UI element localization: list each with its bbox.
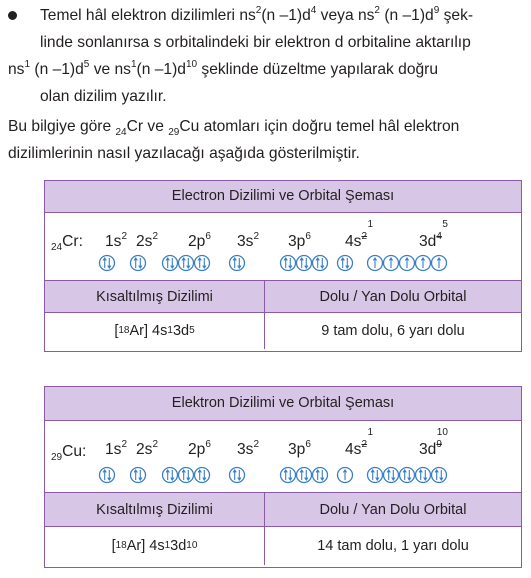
subshell-2s: $2s^2$ — [136, 231, 159, 250]
paired-orbital-icon — [416, 468, 431, 483]
paired-orbital-icon — [179, 256, 194, 271]
paired-orbital-icon — [195, 468, 210, 483]
intro-paragraph — [8, 113, 528, 167]
subshell-3p: $3p^6$ — [288, 439, 311, 458]
intro-line-2: dizilimlerinin nasıl yazılacağı aşağıda gösterilmiştir. — [8, 145, 360, 162]
corrected-count: 5 — [442, 219, 448, 230]
table-header: Elektron Dizilimi ve Orbital Şeması — [45, 387, 521, 421]
subshell-1s: $1s^2$ — [105, 439, 128, 458]
paired-orbital-icon — [368, 468, 383, 483]
paired-orbital-icon — [281, 256, 296, 271]
paired-orbital-icon — [432, 468, 447, 483]
orbital-diagram — [45, 213, 520, 281]
paired-orbital-icon — [297, 468, 312, 483]
short-config: [ 18 Ar] 4s 1 3d 5 — [45, 313, 265, 349]
column-headers — [45, 493, 521, 527]
paired-orbital-icon — [230, 256, 245, 271]
corrected-count: 1 — [367, 219, 374, 230]
subshell-3d: $3d^4$ 5 — [419, 219, 448, 250]
subshell-2p: $2p^6$ — [188, 439, 211, 458]
bullet-line-1: Temel hâl elektron dizilimleri $ns^2(n$ $-1)d^4$ veya $ns^2$ (n $-1)d^9$ şek- — [40, 5, 474, 24]
corrected-count: 1 — [367, 427, 374, 438]
paired-orbital-icon — [131, 468, 146, 483]
paired-orbital-icon — [281, 468, 296, 483]
paired-orbital-icon — [195, 256, 210, 271]
short-config-header: Kısaltılmış Dizilimi — [45, 493, 265, 526]
summary-row — [45, 313, 521, 349]
bullet-line-3: $ns^1$ (n $-1)d^5$ ve $ns^1(n$ $-1)d^{10}$ şeklinde düzeltme yapılarak doğru — [8, 59, 439, 78]
corrected-count: 10 — [436, 427, 448, 438]
summary-row — [45, 527, 521, 565]
orbital-status: 9 tam dolu, 6 yarı dolu — [321, 323, 465, 339]
subshell-1s: $1s^2$ — [105, 231, 128, 250]
paired-orbital-icon — [179, 468, 194, 483]
copper-table — [44, 386, 522, 568]
atom-label: $_{24}$Cr: — [51, 233, 83, 253]
subshell-3p: $3p^6$ — [288, 231, 311, 250]
subshell-3s: $3s^2$ — [237, 231, 260, 250]
subshell-4s: $4s^2$ 1 — [345, 219, 374, 250]
subshell-2p: $2p^6$ — [188, 231, 211, 250]
subshell-4s: $4s^2$ 1 — [345, 427, 374, 458]
orbital-status: 14 tam dolu, 1 yarı dolu — [317, 538, 469, 554]
paired-orbital-icon — [313, 256, 328, 271]
paired-orbital-icon — [100, 468, 115, 483]
configuration-row — [45, 213, 521, 281]
short-config-header: Kısaltılmış Dizilimi — [45, 281, 265, 312]
paired-orbital-icon — [338, 256, 353, 271]
orbital-diagram — [45, 421, 520, 493]
intro-line-1: Bu bilgiye göre $_{24}$Cr ve $_{29}$Cu atomları için doğru temel hâl elektron — [8, 118, 460, 138]
subshell-3d: $3d^9$ 10 — [419, 427, 448, 458]
atom-label: $_{29}$Cu: — [51, 443, 87, 463]
paired-orbital-icon — [400, 468, 415, 483]
subshell-3s: $3s^2$ — [237, 439, 260, 458]
paired-orbital-icon — [230, 468, 245, 483]
bullet-line-2: linde sonlanırsa s orbitalindeki bir elektron d orbitaline aktarılıp — [40, 34, 471, 51]
paired-orbital-icon — [163, 256, 178, 271]
subshell-2s: $2s^2$ — [136, 439, 159, 458]
bullet-dot-icon — [8, 11, 17, 20]
column-headers — [45, 281, 521, 313]
paired-orbital-icon — [297, 256, 312, 271]
chromium-table — [44, 180, 522, 352]
paired-orbital-icon — [384, 468, 399, 483]
orbital-status-header: Dolu / Yan Dolu Orbital — [319, 501, 467, 518]
bullet-line-4: olan dizilim yazılır. — [40, 88, 167, 105]
short-config: [ 18 Ar] 4s 1 3d 10 — [45, 527, 265, 565]
orbital-status-header: Dolu / Yan Dolu Orbital — [319, 288, 467, 305]
paired-orbital-icon — [163, 468, 178, 483]
paired-orbital-icon — [313, 468, 328, 483]
bullet-paragraph — [8, 2, 528, 110]
paired-orbital-icon — [131, 256, 146, 271]
paired-orbital-icon — [100, 256, 115, 271]
configuration-row — [45, 421, 521, 493]
table-header: Electron Dizilimi ve Orbital Şeması — [45, 181, 521, 213]
